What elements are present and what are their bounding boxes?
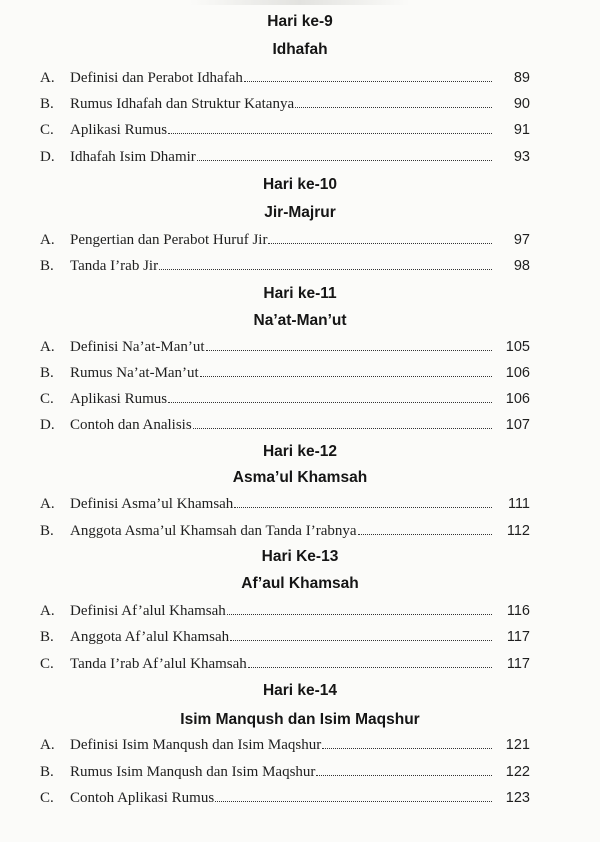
entry-letter: B. — [40, 764, 54, 780]
entry-page-number: 91 — [513, 122, 530, 138]
dot-leader — [227, 614, 492, 615]
topic-heading: Na’at-Man’ut — [253, 312, 347, 329]
entry-letter: A. — [40, 339, 55, 355]
dot-leader — [268, 243, 492, 244]
toc-entry[interactable] — [40, 255, 530, 277]
toc-entry[interactable] — [40, 229, 530, 251]
dot-leader — [197, 160, 492, 161]
dot-leader — [168, 402, 492, 403]
entry-page-number: 123 — [505, 790, 530, 806]
entry-title: Definisi Asma’ul Khamsah — [70, 496, 234, 512]
entry-letter: B. — [40, 523, 54, 539]
entry-page-number: 105 — [505, 339, 530, 355]
entry-page-number: 112 — [506, 523, 530, 539]
entry-page-number: 122 — [505, 764, 530, 780]
entry-title: Pengertian dan Perabot Huruf Jir — [70, 232, 268, 248]
entry-title: Definisi Na’at-Man’ut — [70, 339, 205, 355]
topic-heading: Asma’ul Khamsah — [232, 469, 368, 486]
entry-title: Aplikasi Rumus — [70, 122, 168, 138]
dot-leader — [159, 269, 492, 270]
entry-page-number: 121 — [505, 737, 530, 753]
toc-entry[interactable] — [40, 787, 530, 809]
entry-letter: D. — [40, 417, 55, 433]
topic-heading: Isim Manqush dan Isim Maqshur — [180, 711, 420, 728]
dot-leader — [193, 428, 492, 429]
toc-entry[interactable] — [40, 653, 530, 675]
entry-page-number: 90 — [513, 96, 530, 112]
toc-entry[interactable] — [40, 626, 530, 648]
entry-title: Definisi Isim Manqush dan Isim Maqshur — [70, 737, 322, 753]
entry-title: Rumus Idhafah dan Struktur Katanya — [70, 96, 295, 112]
entry-page-number: 107 — [505, 417, 530, 433]
entry-letter: C. — [40, 391, 54, 407]
entry-page-number: 106 — [505, 365, 530, 381]
dot-leader — [295, 107, 492, 108]
dot-leader — [230, 640, 492, 641]
toc-entry[interactable] — [40, 520, 530, 542]
entry-letter: C. — [40, 656, 54, 672]
day-heading: Hari ke-14 — [262, 682, 338, 699]
entry-letter: A. — [40, 70, 55, 86]
entry-title: Rumus Na’at-Man’ut — [70, 365, 199, 381]
toc-entry[interactable] — [40, 93, 530, 115]
entry-title: Idhafah Isim Dhamir — [70, 149, 196, 165]
toc-entry[interactable] — [40, 336, 530, 358]
entry-letter: A. — [40, 737, 55, 753]
entry-title: Contoh dan Analisis — [70, 417, 192, 433]
dot-leader — [168, 133, 492, 134]
entry-title: Definisi Af’alul Khamsah — [70, 603, 226, 619]
toc-entry[interactable] — [40, 146, 530, 168]
entry-title: Contoh Aplikasi Rumus — [70, 790, 215, 806]
dot-leader — [206, 350, 492, 351]
scan-smudge — [190, 0, 410, 5]
entry-page-number: 89 — [513, 70, 530, 86]
toc-entry[interactable] — [40, 414, 530, 436]
entry-letter: A. — [40, 232, 55, 248]
dot-leader — [234, 507, 492, 508]
dot-leader — [200, 376, 492, 377]
entry-page-number: 93 — [513, 149, 530, 165]
dot-leader — [248, 667, 492, 668]
toc-entry[interactable] — [40, 388, 530, 410]
toc-entry[interactable] — [40, 600, 530, 622]
entry-letter: C. — [40, 790, 54, 806]
dot-leader — [316, 775, 492, 776]
entry-title: Tanda I’rab Af’alul Khamsah — [70, 656, 247, 672]
dot-leader — [358, 534, 492, 535]
topic-heading: Jir-Majrur — [264, 204, 336, 221]
entry-page-number: 111 — [507, 496, 530, 512]
topic-heading: Af’aul Khamsah — [241, 575, 359, 592]
entry-title: Rumus Isim Manqush dan Isim Maqshur — [70, 764, 316, 780]
day-heading: Hari ke-10 — [262, 176, 338, 193]
dot-leader — [244, 81, 492, 82]
entry-letter: B. — [40, 96, 54, 112]
entry-letter: A. — [40, 603, 55, 619]
entry-page-number: 117 — [506, 656, 530, 672]
entry-letter: B. — [40, 365, 54, 381]
toc-entry[interactable] — [40, 761, 530, 783]
entry-page-number: 97 — [513, 232, 530, 248]
day-heading: Hari ke-9 — [267, 13, 333, 30]
toc-entry[interactable] — [40, 119, 530, 141]
entry-title: Anggota Af’alul Khamsah — [70, 629, 230, 645]
day-heading: Hari Ke-13 — [261, 548, 339, 565]
toc-entry[interactable] — [40, 734, 530, 756]
day-heading: Hari ke-11 — [263, 285, 337, 302]
entry-page-number: 106 — [505, 391, 530, 407]
entry-letter: B. — [40, 258, 54, 274]
day-heading: Hari ke-12 — [262, 443, 338, 460]
toc-entry[interactable] — [40, 362, 530, 384]
entry-title: Tanda I’rab Jir — [70, 258, 159, 274]
dot-leader — [322, 748, 492, 749]
entry-letter: D. — [40, 149, 55, 165]
entry-title: Aplikasi Rumus — [70, 391, 168, 407]
entry-page-number: 117 — [506, 629, 530, 645]
dot-leader — [215, 801, 492, 802]
entry-page-number: 116 — [506, 603, 530, 619]
entry-page-number: 98 — [513, 258, 530, 274]
entry-title: Definisi dan Perabot Idhafah — [70, 70, 243, 86]
entry-title: Anggota Asma’ul Khamsah dan Tanda I’rabnya — [70, 523, 357, 539]
entry-letter: C. — [40, 122, 54, 138]
toc-entry[interactable] — [40, 67, 530, 89]
entry-letter: B. — [40, 629, 54, 645]
toc-entry[interactable] — [40, 493, 530, 515]
topic-heading: Idhafah — [272, 41, 328, 58]
entry-letter: A. — [40, 496, 55, 512]
